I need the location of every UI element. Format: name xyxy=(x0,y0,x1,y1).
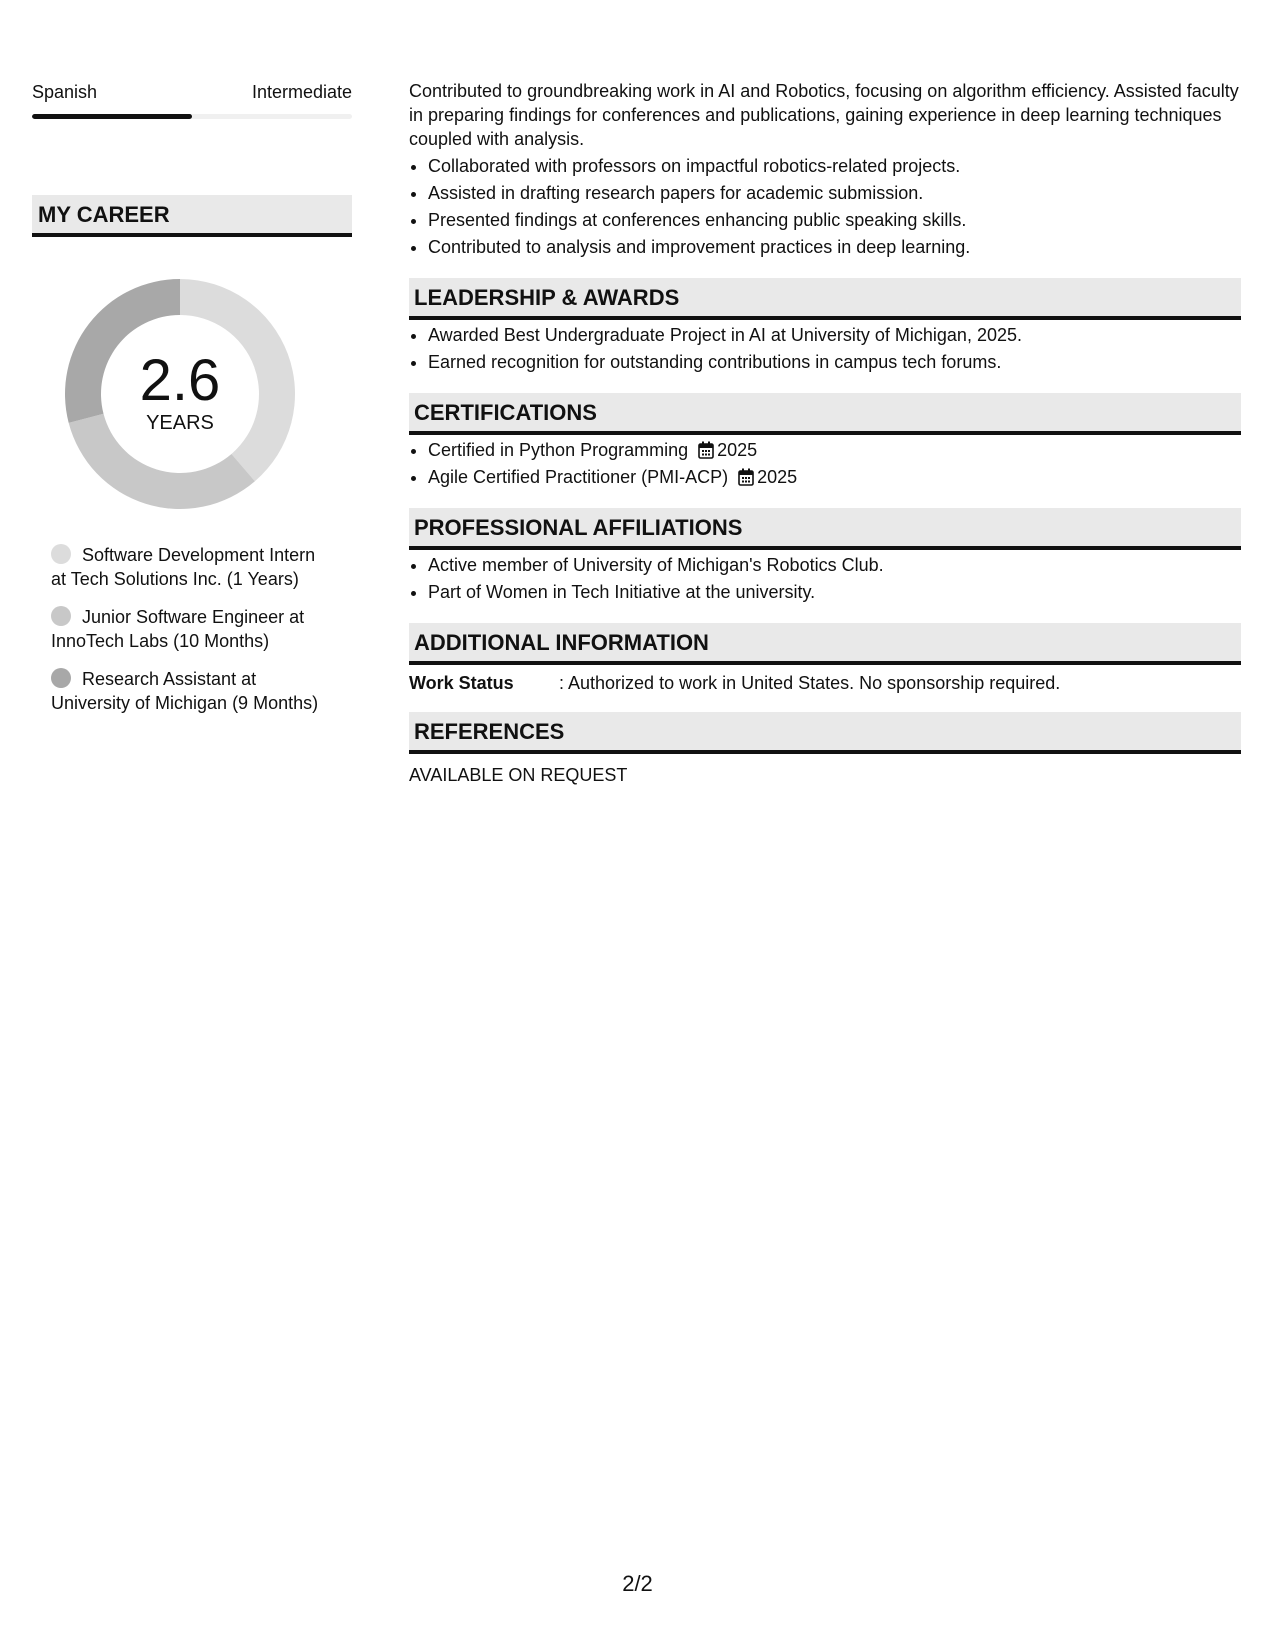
donut-center xyxy=(65,348,295,435)
certification-year: 2025 xyxy=(757,467,798,487)
left-column xyxy=(32,80,352,729)
language-level: Intermediate xyxy=(251,82,352,102)
calendar-icon xyxy=(698,441,714,459)
references-text: AVAILABLE ON REQUEST xyxy=(409,765,628,785)
language-proficiency-fill xyxy=(32,114,192,119)
work-status-value: : Authorized to work in United States. No sponsorship required. xyxy=(559,673,1061,693)
career-heading: MY CAREER xyxy=(32,195,352,237)
affiliations-section xyxy=(409,508,1241,606)
legend-label: Research Assistant at University of Michigan (9 Months) xyxy=(51,669,319,713)
legend-dot-icon xyxy=(51,668,71,688)
right-column xyxy=(409,79,1241,787)
affiliations-list xyxy=(409,552,1241,606)
section-heading: REFERENCES xyxy=(409,712,1241,754)
career-total-value: 2.6 xyxy=(139,348,221,413)
calendar-icon xyxy=(738,468,754,486)
certification-year: 2025 xyxy=(717,440,758,460)
career-donut-chart xyxy=(65,279,295,509)
language-name: Spanish xyxy=(32,82,98,102)
career-legend-item xyxy=(51,605,321,653)
section-heading: CERTIFICATIONS xyxy=(409,393,1241,435)
work-status-label: Work Status xyxy=(409,673,514,693)
list-item: • Collaborated with professors on impactful robotics-related projects. xyxy=(428,153,1241,180)
list-item: • Contributed to analysis and improvement practices in deep learning. xyxy=(428,234,1241,261)
legend-label: Software Development Intern at Tech Solutions Inc. (1 Years) xyxy=(51,545,316,589)
career-legend xyxy=(51,543,321,715)
career-legend-item xyxy=(51,543,321,591)
list-item: • Part of Women in Tech Initiative at the university. xyxy=(428,579,1241,606)
language-row xyxy=(32,80,352,104)
section-heading: LEADERSHIP & AWARDS xyxy=(409,278,1241,320)
section-heading: ADDITIONAL INFORMATION xyxy=(409,623,1241,665)
page-number: 2/2 xyxy=(622,1571,653,1596)
additional-info-section xyxy=(409,623,1241,695)
legend-label: Junior Software Engineer at InnoTech Labs (10 Months) xyxy=(51,607,305,651)
list-item: • Assisted in drafting research papers for academic submission. xyxy=(428,180,1241,207)
certification-name: Agile Certified Practitioner (PMI-ACP) xyxy=(428,467,729,487)
certification-name: Certified in Python Programming xyxy=(428,440,689,460)
section-heading: PROFESSIONAL AFFILIATIONS xyxy=(409,508,1241,550)
list-item: • Presented findings at conferences enhancing public speaking skills. xyxy=(428,207,1241,234)
certifications-section xyxy=(409,393,1241,491)
career-total-unit: YEARS xyxy=(146,412,214,434)
leadership-section xyxy=(409,278,1241,376)
leadership-list xyxy=(409,322,1241,376)
work-status-row xyxy=(409,671,1241,695)
legend-dot-icon xyxy=(51,544,71,564)
legend-dot-icon xyxy=(51,606,71,626)
list-item xyxy=(428,437,1241,464)
references-section xyxy=(409,712,1241,787)
list-item: • Active member of University of Michigan's Robotics Club. xyxy=(428,552,1241,579)
language-proficiency-bar xyxy=(32,114,352,119)
experience-summary: Contributed to groundbreaking work in AI and Robotics, focusing on algorithm efficiency. Assisted faculty in preparing findings for conferences and publications, gaining experience in deep learning techniques coupled with analysis. xyxy=(409,81,1239,149)
certifications-list xyxy=(409,437,1241,491)
experience-bullets xyxy=(409,153,1241,261)
career-legend-item xyxy=(51,667,321,715)
list-item: • Earned recognition for outstanding contributions in campus tech forums. xyxy=(428,349,1241,376)
list-item: • Awarded Best Undergraduate Project in AI at University of Michigan, 2025. xyxy=(428,322,1241,349)
list-item xyxy=(428,464,1241,491)
